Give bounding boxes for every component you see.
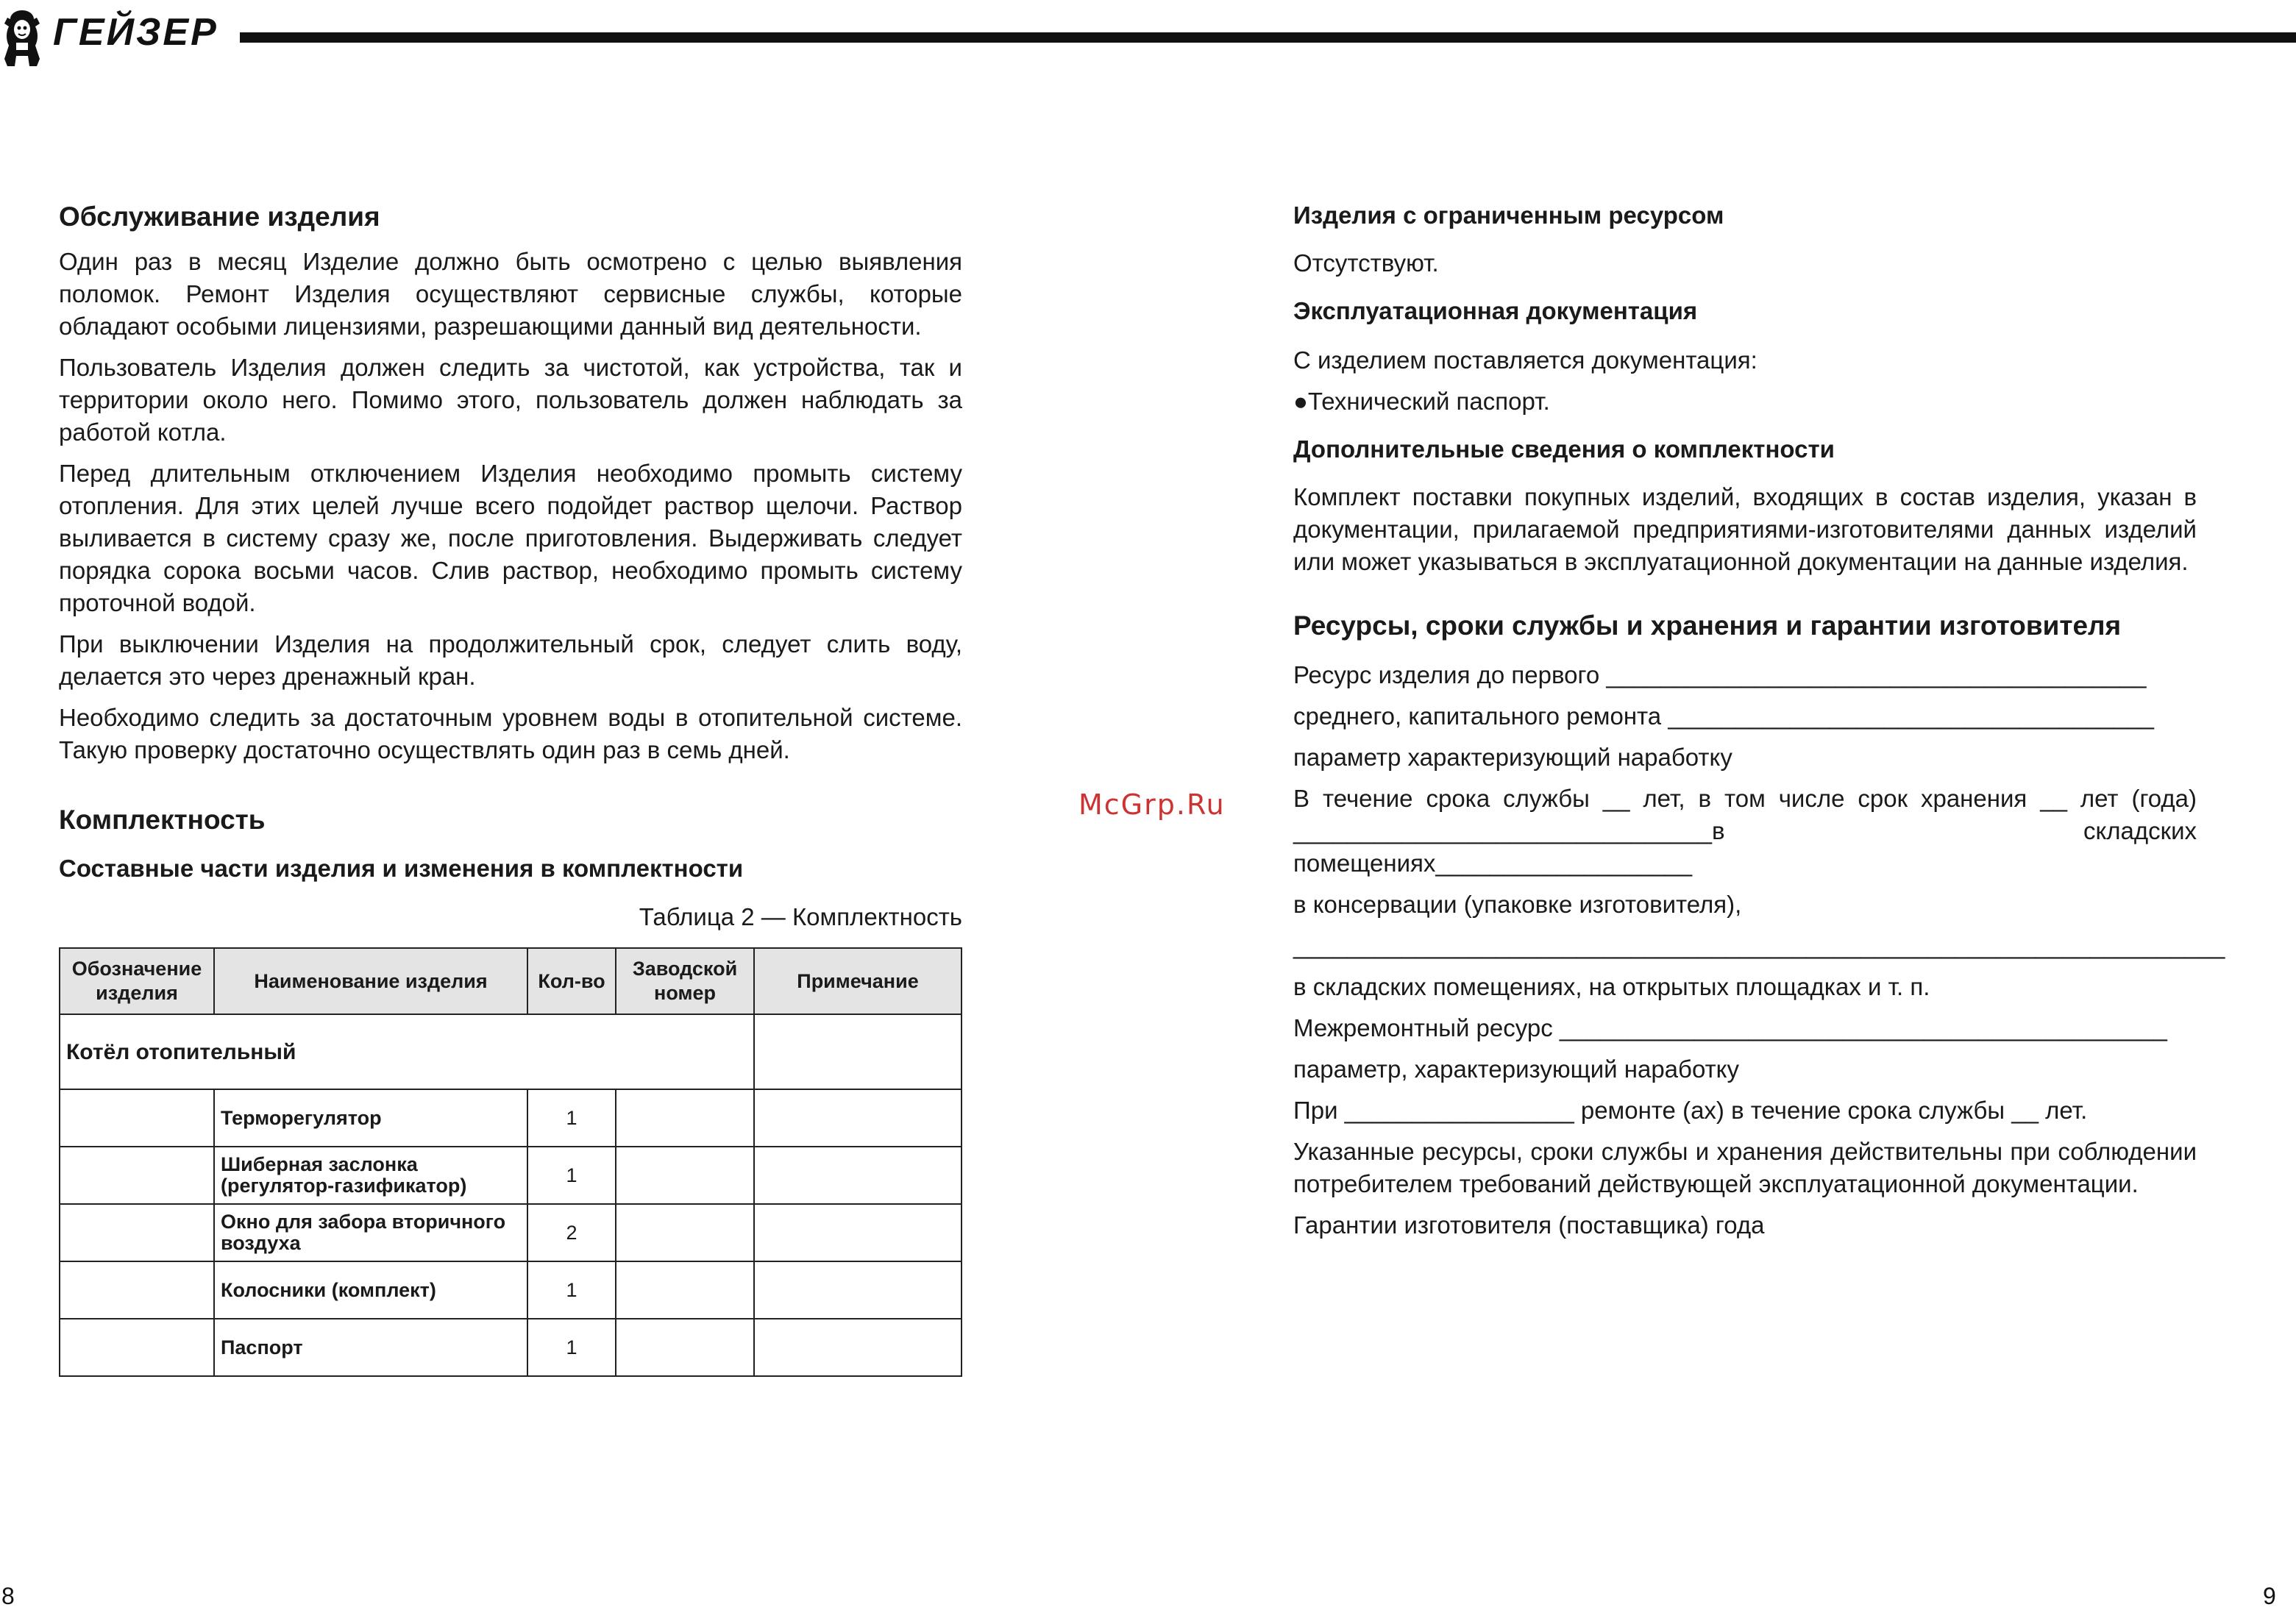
resource-line: в консервации (упаковке изготовителя), [1293,891,1742,918]
docs-item: ●Технический паспорт. [1293,388,1550,415]
docs-text: С изделием поставляется документация: [1293,346,1757,374]
resource-line: в складских помещениях, на открытых площадках и т. п. [1293,973,1930,1000]
cell-note [754,1147,962,1204]
cell-note [754,1261,962,1319]
right-page [1293,199,2225,1242]
maintenance-paragraph: Пользователь Изделия должен следить за чистотой, как устройства, так и территории около него. Помимо этого, пользователь должен наблюдать за работой котла. [59,354,962,446]
cell-name: Колосники (комплект) [214,1261,527,1319]
maintenance-paragraph: Перед длительным отключением Изделия необходимо промыть систему отопления. Для этих целей лучше всего подойдет раствор щелочи. Раствор выливается в систему сразу же, после приготовления. Выдерживать следует порядка сорока восьми часов. Слив раствор, необходимо промыть систему проточной водой. [59,460,962,616]
page-number-left: 8 [1,1583,15,1609]
extra-title: Дополнительные сведения о комплектности [1293,435,1835,463]
table-caption: Таблица 2 — Комплектность [639,903,962,930]
cell-code [60,1319,214,1376]
column-header: Обозначение изделия [60,948,214,1014]
cell-note [754,1204,962,1261]
table-row [60,1147,962,1204]
brand-name: ГЕЙЗЕР [53,11,218,54]
table-row [60,1261,962,1319]
cell-serial [616,1261,754,1319]
kit-table [59,947,962,1377]
header-rule [240,32,2296,43]
cell-qty: 1 [527,1319,616,1376]
resource-line: _____________________________________________________________________ [1293,932,2225,959]
limited-text: Отсутствуют. [1293,249,1439,277]
resource-line: параметр, характеризующий наработку [1293,1055,1739,1083]
maintenance-title: Обслуживание изделия [59,202,380,232]
maintenance-paragraph: Один раз в месяц Изделие должно быть осмотрено с целью выявления поломок. Ремонт Изделия осуществляют сервисные службы, которые обладают особыми лицензиями, разрешающими данный вид деятельности. [59,248,962,340]
page-number-right: 9 [2263,1583,2276,1609]
table-row [60,1204,962,1261]
resource-line: При _________________ ремонте (ах) в течение срока службы __ лет. [1293,1097,2088,1124]
maintenance-paragraph: При выключении Изделия на продолжительный срок, следует слить воду, делается это через дренажный кран. [59,630,962,690]
left-page [59,199,962,1377]
table-group-row [60,1014,962,1089]
cell-serial [616,1204,754,1261]
table-row [60,1319,962,1376]
maintenance-paragraph: Необходимо следить за достаточным уровнем воды в отопительной системе. Такую проверку достаточно осуществлять один раз в семь дней. [59,704,962,763]
cell-name: Окно для забора вторичного воздуха [214,1204,527,1261]
group-name: Котёл отопительный [60,1014,754,1089]
resource-line: Ресурс изделия до первого ________________________________________ [1293,661,2147,688]
cell-qty: 2 [527,1204,616,1261]
cell-serial [616,1319,754,1376]
resource-line: среднего, капитального ремонта ____________________________________ [1293,702,2155,730]
service-life-paragraph: В течение срока службы __ лет, в том числе срок хранения __ лет (года) _______________________________в складских помещениях___________________ [1293,785,2197,877]
cell-name: Терморегулятор [214,1089,527,1147]
cell-code [60,1204,214,1261]
column-header: Заводской номер [616,948,754,1014]
cell-serial [616,1147,754,1204]
table-row [60,1089,962,1147]
resource-line: параметр характеризующий наработку [1293,744,1732,771]
docs-title: Эксплуатационная документация [1293,297,1698,324]
cell-code [60,1147,214,1204]
cell-name: Паспорт [214,1319,527,1376]
cell-qty: 1 [527,1089,616,1147]
group-note [754,1014,962,1089]
cell-code [60,1261,214,1319]
cell-name: Шиберная заслонка (регулятор-газификатор) [214,1147,527,1204]
column-header: Наименование изделия [214,948,527,1014]
column-header: Кол-во [527,948,616,1014]
resource-line: Межремонтный ресурс _____________________________________________ [1293,1014,2167,1041]
bear-emblem-icon [0,7,44,69]
kit-title: Комплектность [59,805,266,835]
kit-subtitle: Составные части изделия и изменения в комплектности [59,855,744,882]
validity-paragraph: Указанные ресурсы, сроки службы и хранения действительны при соблюдении потребителем требований действующей эксплуатационной документации. [1293,1138,2197,1197]
watermark: McGrp.Ru [1078,788,1226,821]
brand-logo [0,3,218,69]
cell-note [754,1089,962,1147]
cell-qty: 1 [527,1147,616,1204]
resources-title: Ресурсы, сроки службы и хранения и гарантии изготовителя [1293,610,2122,641]
column-header: Примечание [754,948,962,1014]
cell-note [754,1319,962,1376]
extra-text: Комплект поставки покупных изделий, входящих в состав изделия, указан в документации, прилагаемой предприятиями-изготовителями данных изделий или может указываться в эксплуатационной документации на данные изделия. [1293,483,2197,575]
cell-serial [616,1089,754,1147]
cell-qty: 1 [527,1261,616,1319]
resource-line: Гарантии изготовителя (поставщика) года [1293,1211,1765,1239]
cell-code [60,1089,214,1147]
limited-title: Изделия с ограниченным ресурсом [1293,202,1724,229]
